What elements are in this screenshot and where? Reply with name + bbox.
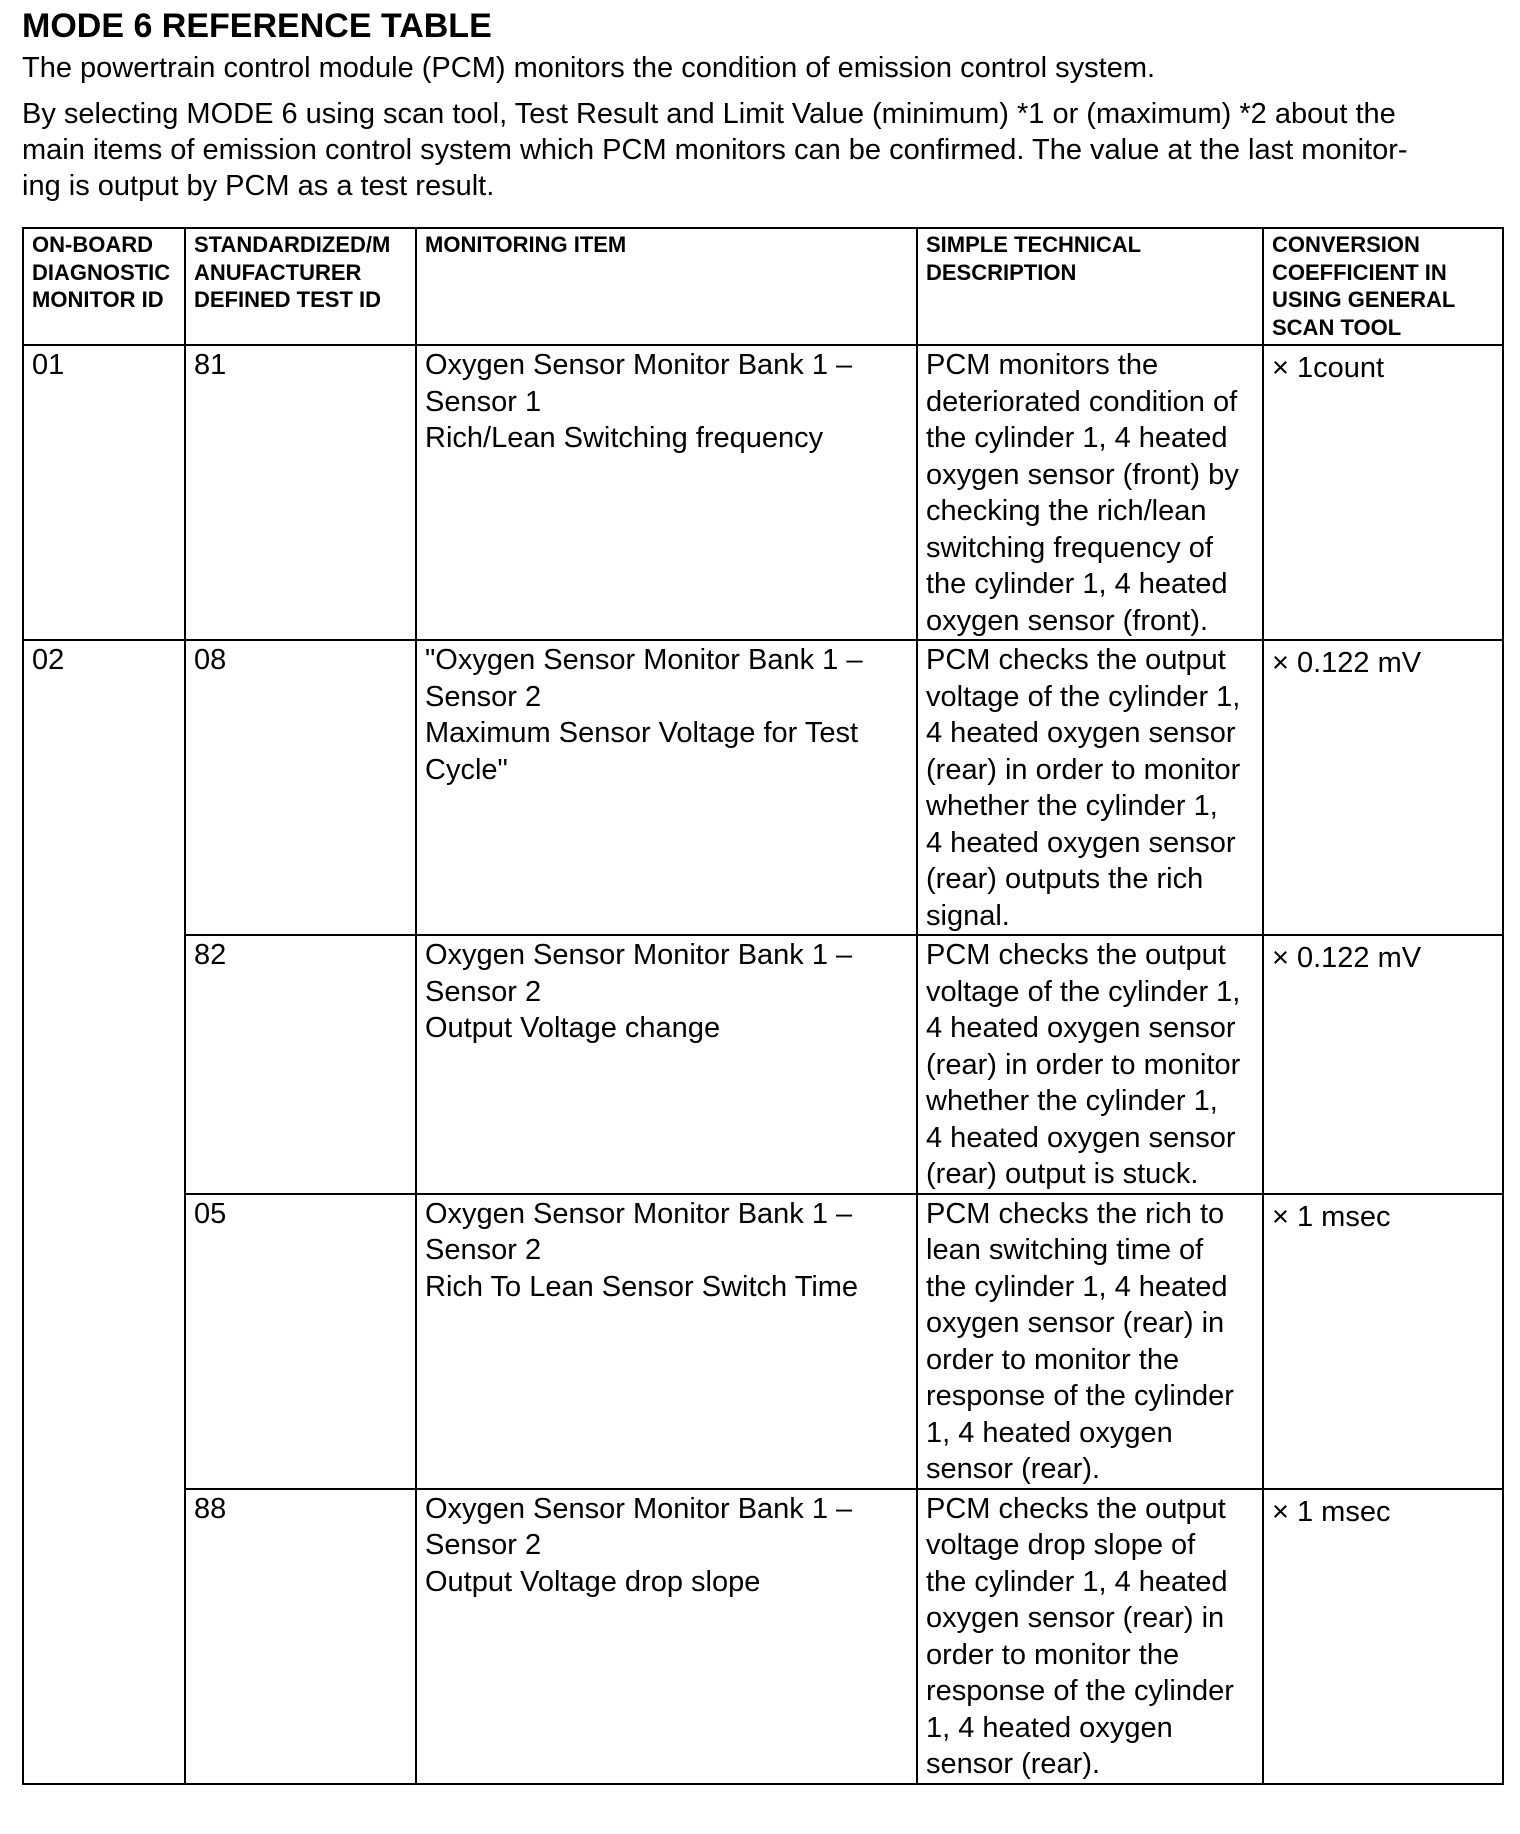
description-cell [917,345,1263,640]
header-monitor-id [23,228,185,345]
description-line: oxygen sensor (front) by [926,458,1239,491]
monitoring-item-cell [416,345,917,640]
monitoring-item-line: Sensor 1 [425,385,542,418]
table-row [23,640,1503,935]
monitoring-item-line: Maximum Sensor Voltage for Test [425,717,859,749]
monitor-id-cell: 01 [23,345,185,640]
monitoring-item-line: Sensor 2 [425,975,542,1008]
intro-line: main items of emission control system which PCM monitors can be confirmed. The value at the last monitor- [22,134,1408,166]
test-id-cell: 82 [185,935,416,1194]
conversion-coefficient-cell: × 1 msec [1263,1194,1503,1489]
monitoring-item-cell [416,1489,917,1784]
description-line: the cylinder 1, 4 heated [926,1270,1228,1303]
description-line: voltage drop slope of [926,1529,1196,1561]
monitoring-item-line: Sensor 2 [425,680,542,713]
description-cell [917,1489,1263,1784]
table-row [23,935,1503,1194]
description-line: 4 heated oxygen sensor [926,1012,1236,1044]
description-line: oxygen sensor (rear) in [926,1602,1225,1634]
monitoring-item-line: Sensor 2 [425,1529,542,1561]
conversion-coefficient-cell: × 0.122 mV [1263,640,1503,935]
table-row [23,345,1503,640]
conversion-coefficient-cell: × 0.122 mV [1263,935,1503,1194]
header-conversion-coefficient [1263,228,1503,345]
description-line: PCM checks the output [926,644,1226,676]
monitor-id-cell [23,1194,185,1489]
description-line: PCM checks the output [926,939,1226,971]
description-cell [917,935,1263,1194]
monitoring-item-cell [416,935,917,1194]
table-header-row [23,228,1503,345]
description-line: order to monitor the [926,1343,1180,1376]
description-cell [917,640,1263,935]
description-line: sensor (rear). [926,1453,1101,1485]
description-line: whether the cylinder 1, [926,790,1218,822]
description-line: 4 heated oxygen sensor [926,1121,1236,1154]
intro-paragraph-1: The powertrain control module (PCM) monitors the condition of emission control system. [22,52,1156,84]
monitor-id-cell [23,935,185,1194]
header-line: CONVERSION [1272,232,1420,257]
intro-paragraph-2 [22,96,1502,204]
test-id-cell: 81 [185,345,416,640]
page-title: MODE 6 REFERENCE TABLE [22,7,492,45]
description-line: oxygen sensor (rear) in [926,1307,1225,1339]
intro-line: ing is output by PCM as a test result. [22,170,495,202]
description-line: PCM monitors the [926,349,1159,381]
conversion-coefficient-cell: × 1count [1263,345,1503,640]
conversion-coefficient-cell: × 1 msec [1263,1489,1503,1784]
monitoring-item-line: Sensor 2 [425,1234,542,1266]
monitor-id-cell [23,1489,185,1784]
header-line: MONITORING ITEM [425,232,627,257]
header-line: ANUFACTURER [194,259,362,285]
description-line: the cylinder 1, 4 heated [926,1565,1228,1598]
header-line: DEFINED TEST ID [194,287,382,312]
description-line: 4 heated oxygen sensor [926,826,1236,859]
header-line: COEFFICIENT IN [1272,259,1447,285]
monitoring-item-line: Cycle" [425,753,508,786]
monitoring-item-line: Oxygen Sensor Monitor Bank 1 – [425,939,853,971]
monitoring-item-line: Oxygen Sensor Monitor Bank 1 – [425,1197,853,1230]
description-line: 1, 4 heated oxygen [926,1711,1173,1744]
description-line: switching frequency of [926,531,1213,564]
test-id-cell: 08 [185,640,416,935]
test-id-cell: 05 [185,1194,416,1489]
monitoring-item-cell [416,1194,917,1489]
header-line: SCAN TOOL [1272,314,1402,340]
monitoring-item-line: Oxygen Sensor Monitor Bank 1 – [425,1492,853,1525]
description-line: order to monitor the [926,1638,1180,1671]
intro-line: By selecting MODE 6 using scan tool, Test Result and Limit Value (minimum) *1 or (maximum) *2 about the [22,98,1396,130]
header-line: DIAGNOSTIC [32,259,171,285]
description-line: voltage of the cylinder 1, [926,680,1241,713]
description-line: checking the rich/lean [926,495,1207,527]
description-line: PCM checks the output [926,1492,1226,1525]
description-line: the cylinder 1, 4 heated [926,568,1228,600]
monitoring-item-line: Output Voltage drop slope [425,1565,761,1598]
header-line: ON-BOARD [32,232,153,257]
description-line: the cylinder 1, 4 heated [926,422,1228,454]
header-line: DESCRIPTION [926,259,1077,285]
table-row [23,1194,1503,1489]
table-body [23,345,1503,1784]
header-line: USING GENERAL [1272,287,1456,312]
description-line: oxygen sensor (front). [926,604,1209,637]
header-description [917,228,1263,345]
document-page [22,0,1502,204]
description-line: (rear) output is stuck. [926,1158,1199,1190]
monitoring-item-line: "Oxygen Sensor Monitor Bank 1 – [425,644,863,676]
monitor-id-cell: 02 [23,640,185,935]
description-line: sensor (rear). [926,1748,1101,1780]
header-monitoring-item [416,228,917,345]
description-line: signal. [926,899,1010,932]
description-line: (rear) in order to monitor [926,1048,1241,1081]
mode6-reference-table [22,227,1504,1785]
description-cell [917,1194,1263,1489]
description-line: 1, 4 heated oxygen [926,1416,1173,1449]
monitoring-item-line: Rich To Lean Sensor Switch Time [425,1270,859,1303]
description-line: lean switching time of [926,1234,1204,1266]
description-line: deteriorated condition of [926,385,1238,418]
monitoring-item-line: Output Voltage change [425,1012,721,1044]
monitoring-item-line: Oxygen Sensor Monitor Bank 1 – [425,349,853,381]
header-line: STANDARDIZED/M [194,232,391,257]
header-line: SIMPLE TECHNICAL [926,232,1142,257]
monitoring-item-cell [416,640,917,935]
description-line: (rear) outputs the rich [926,863,1204,895]
description-line: (rear) in order to monitor [926,753,1241,786]
description-line: whether the cylinder 1, [926,1085,1218,1117]
description-line: PCM checks the rich to [926,1197,1225,1230]
test-id-cell: 88 [185,1489,416,1784]
description-line: response of the cylinder [926,1380,1234,1412]
table-row [23,1489,1503,1784]
description-line: response of the cylinder [926,1675,1234,1707]
monitoring-item-line: Rich/Lean Switching frequency [425,422,824,454]
description-line: 4 heated oxygen sensor [926,717,1236,749]
description-line: voltage of the cylinder 1, [926,975,1241,1008]
header-test-id [185,228,416,345]
header-line: MONITOR ID [32,287,164,312]
